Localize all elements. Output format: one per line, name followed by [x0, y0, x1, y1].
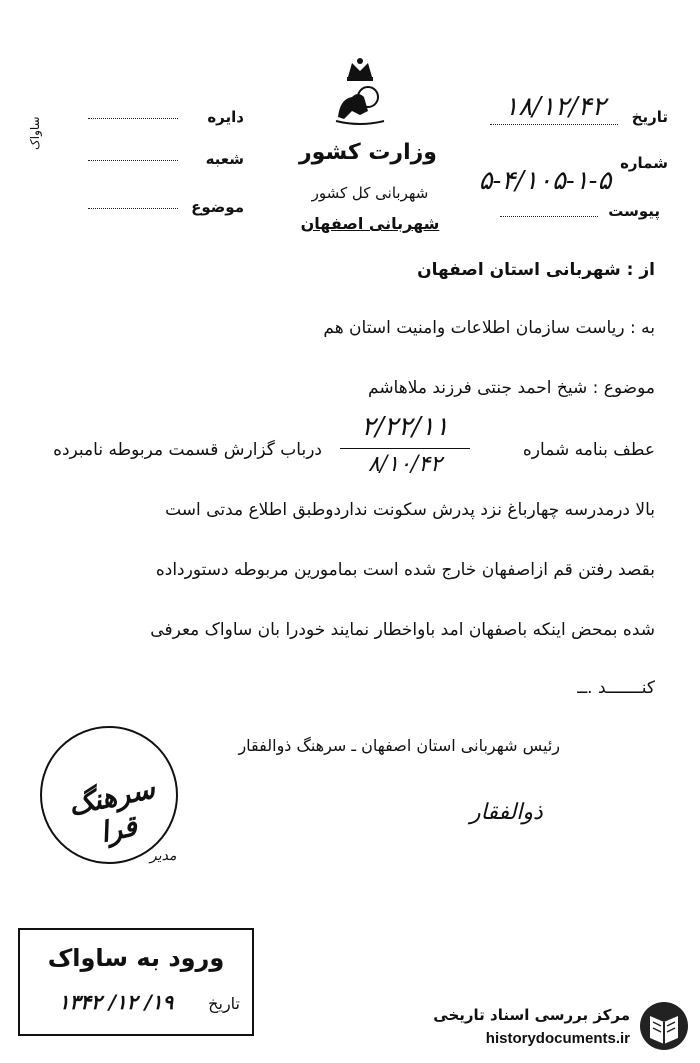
- signature-title: رئیس شهربانی استان اصفهان ـ سرهنگ ذوالفقار: [238, 736, 560, 755]
- reference-top: ۲/۲۲/۱۱: [361, 412, 449, 442]
- stamp-note: مدیر: [150, 848, 177, 864]
- body-line-1-start: عطف بنامه شماره: [522, 440, 655, 460]
- reference-bottom: ۸/۱۰/۴۲: [368, 452, 442, 477]
- from-line: از : شهربانی استان اصفهان: [417, 260, 655, 280]
- watermark-url: historydocuments.ir: [485, 1030, 630, 1047]
- body-line-1-end: درباب گزارش قسمت مربوطه نامبرده: [53, 440, 322, 460]
- department-title: شهربانی کل کشور: [311, 184, 429, 202]
- entry-stamp-date-value: ۱۹/ ۱۲/ ۱۳۴۲: [58, 990, 174, 1014]
- number-value: ۵-۴/۱۰۵-۱-۵: [478, 166, 612, 196]
- stamp-handwriting: سرهنگ قرا: [65, 771, 158, 850]
- office-title: شهربانی اصفهان: [300, 214, 440, 233]
- body-line-4: شده بمحض اینکه باصفهان امد باواخطار نمایند خودرا بان ساواک معرفی: [150, 620, 655, 640]
- entry-stamp: [18, 928, 254, 1036]
- ministry-title: وزارت کشور: [299, 140, 437, 165]
- entry-stamp-date-label: تاریخ: [208, 994, 240, 1013]
- watermark-name: مرکز بررسی اسناد تاریخی: [433, 1006, 630, 1024]
- subject-line: موضوع : شیخ احمد جنتی فرزند ملاهاشم: [368, 378, 655, 398]
- reference-fraction: [330, 412, 480, 484]
- attachment-label: پیوست: [608, 202, 660, 220]
- signature: ذوالفقار: [470, 800, 543, 825]
- number-label: شماره: [620, 154, 668, 172]
- date-value: ۱۸/۱۲/۴۲: [504, 92, 606, 122]
- watermark: [412, 1000, 692, 1056]
- date-label: تاریخ: [631, 108, 668, 126]
- body-line-2: بالا درمدرسه چهارباغ نزد پدرش سکونت نداردوطبق اطلاع مدتی است: [165, 500, 655, 520]
- to-line: به : ریاست سازمان اطلاعات وامنیت استان هم: [323, 318, 655, 338]
- side-note: ساواک: [28, 116, 42, 150]
- entry-stamp-title: ورود به ساواک: [47, 944, 225, 972]
- body-line-5: کنـــــــد .ــ: [577, 678, 655, 698]
- book-icon: [638, 1000, 690, 1052]
- emblem-icon: [330, 55, 390, 127]
- body-line-3: بقصد رفتن قم ازاصفهان خارج شده است بمامورین مربوطه دستورداده: [155, 560, 655, 580]
